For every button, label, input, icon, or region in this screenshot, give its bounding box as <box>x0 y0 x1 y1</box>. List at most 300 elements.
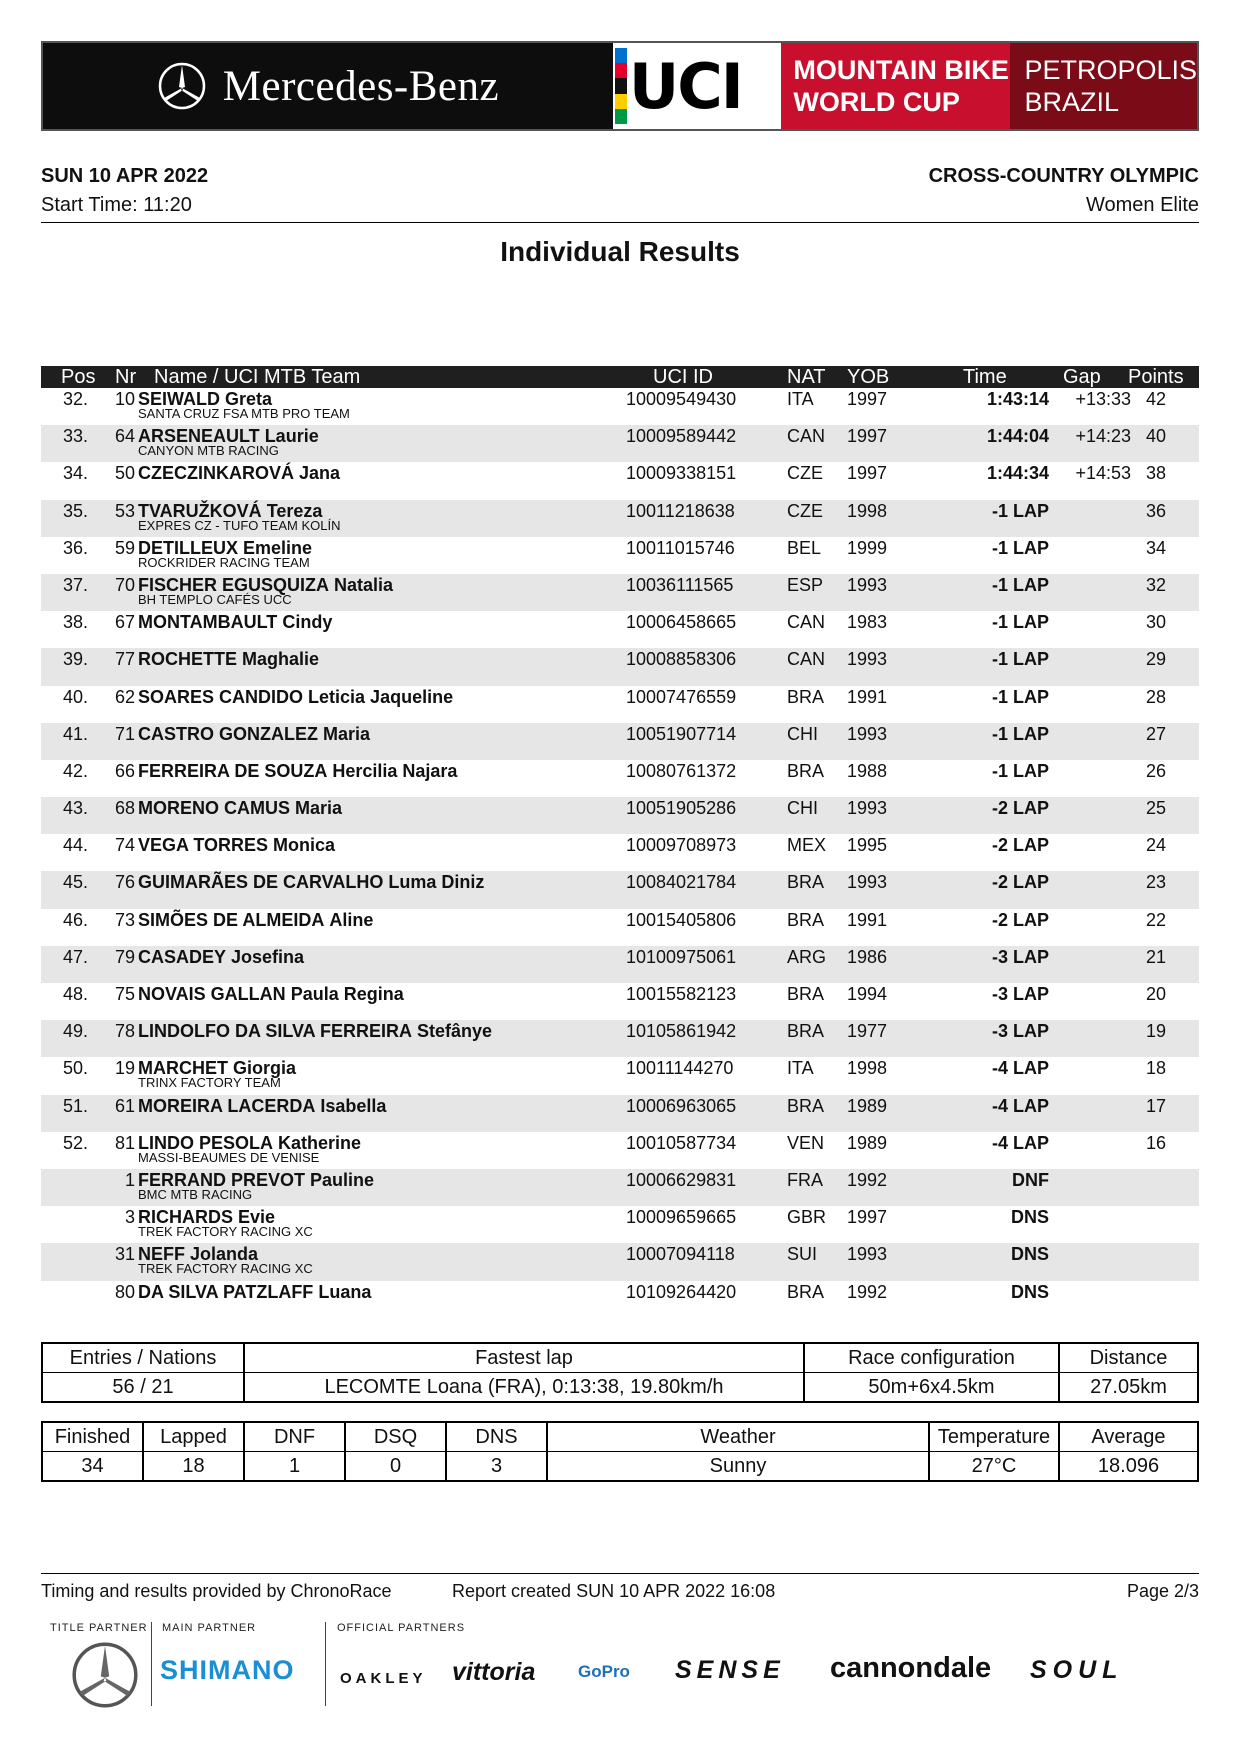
cell-pos: 37. <box>62 574 88 595</box>
last-name: ROCHETTE <box>138 649 237 670</box>
last-name: RICHARDS <box>138 1207 234 1228</box>
cell-uci-id: 10009589442 <box>626 426 737 447</box>
cell-nr: 61 <box>114 1095 135 1116</box>
cell-uci-id: 10009338151 <box>626 463 737 484</box>
cell-team: TREK FACTORY RACING XC <box>138 1261 313 1277</box>
cell-nat: BRA <box>787 872 825 893</box>
table-row <box>41 797 1199 834</box>
cell-uci-id: 10010587734 <box>626 1132 737 1153</box>
cell-time: -1 LAP <box>991 500 1049 521</box>
table-row <box>41 686 1199 723</box>
cell-nr: 71 <box>114 723 135 744</box>
first-name: Luma Diniz <box>388 872 485 893</box>
title-partner-label: TITLE PARTNER <box>50 1622 148 1634</box>
table-row <box>41 425 1199 462</box>
col-name: Name / UCI MTB Team <box>154 366 361 388</box>
cell-time: DNF <box>1012 1169 1049 1190</box>
uci-rainbow-stripes <box>615 48 627 124</box>
cell-pos: 50. <box>62 1058 88 1079</box>
last-name: TVARUŽKOVÁ <box>138 500 262 521</box>
cell-time: 1:43:14 <box>986 389 1049 409</box>
location-line-1: PETROPOLIS <box>1024 55 1198 85</box>
table-row <box>41 1020 1199 1057</box>
cell-pos: 38. <box>62 612 88 633</box>
cell-team: ROCKRIDER RACING TEAM <box>138 554 310 570</box>
cell-team: TRINX FACTORY TEAM <box>138 1075 281 1091</box>
cell-nr: 67 <box>114 612 135 633</box>
cell-yob: 1998 <box>847 500 888 521</box>
cell-name <box>138 462 340 484</box>
results-table-body <box>41 388 1199 1318</box>
entries-nations-value: 56 / 21 <box>42 1373 244 1403</box>
cell-name <box>138 686 453 708</box>
mercedes-star-icon <box>157 61 207 111</box>
cell-yob: 1988 <box>847 760 888 781</box>
cell-name <box>138 1095 386 1117</box>
cell-yob: 1997 <box>847 1207 888 1228</box>
cell-name <box>138 760 457 782</box>
cell-time: -4 LAP <box>991 1095 1049 1116</box>
last-name: SOARES CANDIDO <box>138 686 304 707</box>
table-row <box>41 983 1199 1020</box>
last-name: LINDO PESOLA <box>138 1132 274 1153</box>
cell-yob: 1992 <box>847 1169 888 1190</box>
table-row <box>41 648 1199 685</box>
table-row <box>41 611 1199 648</box>
cell-time: 1:44:04 <box>986 426 1049 447</box>
col-pos: Pos <box>61 366 96 388</box>
cell-name <box>138 871 484 893</box>
cell-pos: 51. <box>62 1095 88 1116</box>
col-points: Points <box>1128 366 1184 388</box>
cell-yob: 1977 <box>847 1021 888 1042</box>
event-line-2: WORLD CUP <box>793 87 960 117</box>
cell-nat: CZE <box>787 463 823 484</box>
table-row <box>41 1169 1199 1206</box>
cell-time: DNS <box>1010 1207 1049 1228</box>
cell-points: 21 <box>1145 946 1166 967</box>
last-name: LINDOLFO DA SILVA FERREIRA <box>138 1021 412 1042</box>
cell-yob: 1997 <box>847 463 888 484</box>
cell-uci-id: 10009708973 <box>626 835 737 856</box>
last-name: DETILLEUX <box>138 537 239 558</box>
table-row <box>41 500 1199 537</box>
cell-uci-id: 10105861942 <box>626 1021 737 1042</box>
results-table-header <box>41 366 1199 388</box>
cell-yob: 1993 <box>847 872 888 893</box>
first-name: Isabella <box>320 1095 387 1116</box>
cell-time: DNS <box>1010 1244 1049 1265</box>
cell-nat: BRA <box>787 1281 825 1302</box>
cell-time: -2 LAP <box>991 798 1049 819</box>
cell-nr: 81 <box>114 1132 135 1153</box>
entries-nations-header: Entries / Nations <box>42 1343 244 1373</box>
finished-value: 34 <box>42 1452 143 1482</box>
first-name: Emeline <box>243 537 313 558</box>
cell-nr: 79 <box>114 946 135 967</box>
last-name: ARSENEAULT <box>138 426 260 447</box>
col-time: Time <box>963 366 1007 388</box>
first-name: Natalia <box>334 574 394 595</box>
soul-logo: SOUL <box>1030 1656 1124 1684</box>
timing-credit: Timing and results provided by ChronoRace <box>41 1581 392 1601</box>
cell-points: 32 <box>1145 574 1166 595</box>
table-row <box>41 537 1199 574</box>
cell-uci-id: 10009659665 <box>626 1207 737 1228</box>
cell-pos: 36. <box>62 537 88 558</box>
cell-time: 1:44:34 <box>986 463 1049 484</box>
cell-pos: 35. <box>62 500 88 521</box>
cell-points: 42 <box>1145 389 1166 409</box>
cell-nr: 62 <box>114 686 135 707</box>
cell-team: MASSI-BEAUMES DE VENISE <box>138 1149 320 1165</box>
cell-points: 27 <box>1145 723 1166 744</box>
cell-yob: 1999 <box>847 537 888 558</box>
cell-time: -3 LAP <box>991 946 1049 967</box>
cell-points: 36 <box>1145 500 1166 521</box>
lapped-value: 18 <box>143 1452 244 1482</box>
finished-header: Finished <box>42 1422 143 1452</box>
cell-yob: 1994 <box>847 984 888 1004</box>
cell-nr: 10 <box>114 389 135 409</box>
cell-time: -1 LAP <box>991 574 1049 595</box>
race-summary-table <box>41 1342 1199 1403</box>
table-row <box>41 1132 1199 1169</box>
cell-nat: BRA <box>787 1021 825 1042</box>
cell-nat: CAN <box>787 649 826 670</box>
cell-time: -1 LAP <box>991 686 1049 707</box>
cell-pos: 40. <box>62 686 88 707</box>
cell-uci-id: 10007476559 <box>626 686 737 707</box>
cell-name <box>138 1020 492 1042</box>
event-line-1: MOUNTAIN BIKE <box>793 55 1009 85</box>
average-header: Average <box>1059 1422 1198 1452</box>
cell-uci-id: 10015405806 <box>626 909 737 930</box>
cell-pos: 33. <box>62 426 88 447</box>
cell-pos: 34. <box>62 463 88 484</box>
col-uci-id: UCI ID <box>653 366 713 388</box>
first-name: Maria <box>323 723 371 744</box>
cell-time: -1 LAP <box>991 612 1049 633</box>
fastest-lap-header: Fastest lap <box>244 1343 804 1373</box>
title-partner-block <box>43 43 613 129</box>
first-name: Cindy <box>282 612 333 633</box>
cell-team: EXPRES CZ - TUFO TEAM KOLÍN <box>138 517 341 533</box>
cell-uci-id: 10009549430 <box>626 389 737 409</box>
cell-nat: BRA <box>787 760 825 781</box>
cell-nr: 53 <box>114 500 135 521</box>
first-name: Hercilia Najara <box>332 760 458 781</box>
cell-yob: 1993 <box>847 723 888 744</box>
cell-name <box>138 797 342 819</box>
vittoria-logo: vittoria <box>452 1658 536 1686</box>
page-number: Page 2/3 <box>1126 1581 1199 1601</box>
race-configuration-header: Race configuration <box>804 1343 1059 1373</box>
last-name: SIMÕES DE ALMEIDA <box>138 909 325 930</box>
cell-nat: BRA <box>787 984 825 1004</box>
last-name: NEFF <box>138 1244 185 1265</box>
cell-pos: 42. <box>62 760 88 781</box>
cell-nr: 1 <box>124 1169 135 1190</box>
last-name: SEIWALD <box>138 389 221 409</box>
cell-points: 16 <box>1145 1132 1166 1153</box>
cell-time: DNS <box>1010 1281 1049 1302</box>
cell-nr: 66 <box>114 760 135 781</box>
race-date: SUN 10 APR 2022 <box>41 165 209 187</box>
cell-nat: FRA <box>787 1169 823 1190</box>
cell-nat: CAN <box>787 426 826 447</box>
cell-pos: 45. <box>62 872 88 893</box>
cell-uci-id: 10015582123 <box>626 984 737 1004</box>
cell-points: 29 <box>1145 649 1166 670</box>
last-name: MOREIRA LACERDA <box>138 1095 316 1116</box>
last-name: MONTAMBAULT <box>138 612 278 633</box>
cell-name <box>138 1281 371 1303</box>
cell-points: 23 <box>1145 872 1166 893</box>
title-partner-name: Mercedes-Benz <box>222 62 500 110</box>
table-row <box>41 388 1199 425</box>
cell-points: 18 <box>1145 1058 1166 1079</box>
first-name: Evie <box>238 1207 276 1228</box>
first-name: Pauline <box>310 1169 375 1190</box>
cell-team: TREK FACTORY RACING XC <box>138 1224 313 1240</box>
cell-team: CANYON MTB RACING <box>138 443 279 459</box>
shimano-logo: SHIMANO <box>160 1655 295 1685</box>
cell-uci-id: 10007094118 <box>626 1244 735 1265</box>
cell-uci-id: 10084021784 <box>626 872 737 893</box>
mercedes-star-icon <box>70 1640 140 1710</box>
cell-time: -3 LAP <box>991 1021 1049 1042</box>
cell-nr: 19 <box>114 1058 135 1079</box>
cell-points: 19 <box>1145 1021 1166 1042</box>
dsq-header: DSQ <box>345 1422 446 1452</box>
cell-name <box>138 909 373 931</box>
cell-nat: MEX <box>787 835 827 856</box>
temperature-value: 27°C <box>929 1452 1059 1482</box>
event-name-block <box>781 43 1010 129</box>
cell-nat: ESP <box>787 574 824 595</box>
cell-nr: 80 <box>114 1281 135 1302</box>
cell-time: -1 LAP <box>991 649 1049 670</box>
sense-logo: SENSE <box>675 1656 785 1684</box>
main-partner-label: MAIN PARTNER <box>162 1622 257 1634</box>
partner-divider <box>151 1622 152 1706</box>
cell-time: -2 LAP <box>991 909 1049 930</box>
cell-uci-id: 10006629831 <box>626 1169 737 1190</box>
cell-nr: 70 <box>114 574 135 595</box>
cell-pos: 32. <box>62 389 88 409</box>
first-name: Paula Regina <box>290 984 404 1004</box>
cell-yob: 1997 <box>847 389 888 409</box>
cell-yob: 1989 <box>847 1132 888 1153</box>
cell-name <box>138 723 370 745</box>
cell-yob: 1993 <box>847 798 888 819</box>
table-row <box>41 723 1199 760</box>
cell-yob: 1993 <box>847 649 888 670</box>
last-name: GUIMARÃES DE CARVALHO <box>138 872 384 893</box>
dsq-value: 0 <box>345 1452 446 1482</box>
last-name: CZECZINKAROVÁ <box>138 463 294 484</box>
gopro-logo: GoPro <box>578 1662 630 1681</box>
first-name: Maria <box>295 798 343 819</box>
cell-nr: 31 <box>114 1244 135 1265</box>
uci-logo <box>613 43 782 129</box>
col-yob: YOB <box>847 366 890 388</box>
cell-nr: 68 <box>114 798 135 819</box>
cell-yob: 1998 <box>847 1058 888 1079</box>
table-row <box>41 1281 1199 1318</box>
partner-divider <box>325 1622 326 1706</box>
event-banner <box>41 41 1199 131</box>
cell-uci-id: 10008858306 <box>626 649 737 670</box>
average-value: 18.096 <box>1059 1452 1198 1482</box>
cell-points: 38 <box>1145 463 1166 484</box>
cell-uci-id: 10011015746 <box>626 537 735 558</box>
cell-time: -1 LAP <box>991 537 1049 558</box>
lapped-header: Lapped <box>143 1422 244 1452</box>
cell-nat: BRA <box>787 686 825 707</box>
cell-yob: 1991 <box>847 686 888 707</box>
cell-nr: 78 <box>114 1021 135 1042</box>
cell-yob: 1983 <box>847 612 888 633</box>
cell-pos: 39. <box>62 649 88 670</box>
race-configuration-value: 50m+6x4.5km <box>804 1373 1059 1403</box>
cell-uci-id: 10100975061 <box>626 946 737 967</box>
start-time: Start Time: 11:20 <box>41 194 192 216</box>
last-name: MORENO CAMUS <box>138 798 290 819</box>
cell-nat: ITA <box>787 1058 814 1079</box>
cell-name <box>138 946 304 968</box>
first-name: Greta <box>225 389 273 409</box>
cell-points: 34 <box>1145 537 1166 558</box>
table-row <box>41 871 1199 908</box>
cell-gap: +14:23 <box>1075 426 1131 447</box>
cell-points: 30 <box>1145 612 1166 633</box>
temperature-header: Temperature <box>929 1422 1059 1452</box>
first-name: Jana <box>299 463 341 484</box>
first-name: Tereza <box>266 500 323 521</box>
cell-time: -3 LAP <box>991 984 1049 1004</box>
cell-time: -1 LAP <box>991 760 1049 781</box>
cell-uci-id: 10036111565 <box>626 574 734 595</box>
table-row <box>41 462 1199 499</box>
cell-yob: 1997 <box>847 426 888 447</box>
cell-time: -4 LAP <box>991 1058 1049 1079</box>
last-name: FERRAND PREVOT <box>138 1169 306 1190</box>
uci-wordmark: UCI <box>628 49 742 123</box>
page-title: Individual Results <box>500 236 740 267</box>
cell-team: BH TEMPLO CAFÉS UCC <box>138 591 292 607</box>
cell-pos: 49. <box>62 1021 88 1042</box>
col-gap: Gap <box>1063 366 1101 388</box>
last-name: NOVAIS GALLAN <box>138 984 286 1004</box>
cell-nat: BRA <box>787 909 825 930</box>
cell-yob: 1993 <box>847 1244 888 1265</box>
cell-pos: 47. <box>62 946 88 967</box>
cell-pos: 44. <box>62 835 88 856</box>
cell-time: -2 LAP <box>991 835 1049 856</box>
cell-pos: 46. <box>62 909 88 930</box>
first-name: Jolanda <box>190 1244 259 1265</box>
cell-nr: 75 <box>114 984 135 1004</box>
last-name: CASTRO GONZALEZ <box>138 723 318 744</box>
first-name: Stefânye <box>417 1021 493 1042</box>
table-row <box>41 834 1199 871</box>
dnf-value: 1 <box>244 1452 345 1482</box>
last-name: CASADEY <box>138 946 227 967</box>
col-nr: Nr <box>115 366 137 388</box>
race-stats-table <box>41 1421 1199 1482</box>
first-name: Leticia Jaqueline <box>308 686 454 707</box>
official-partners-label: OFFICIAL PARTNERS <box>337 1622 466 1634</box>
dnf-header: DNF <box>244 1422 345 1452</box>
cell-pos: 41. <box>62 723 88 744</box>
cell-points: 26 <box>1145 760 1166 781</box>
cell-uci-id: 10109264420 <box>626 1281 737 1302</box>
cell-nr: 50 <box>114 463 135 484</box>
table-row <box>41 1243 1199 1280</box>
distance-header: Distance <box>1059 1343 1198 1373</box>
dns-header: DNS <box>446 1422 547 1452</box>
cell-nat: ITA <box>787 389 814 409</box>
cell-uci-id: 10051907714 <box>626 723 737 744</box>
cell-yob: 1995 <box>847 835 888 856</box>
cell-points: 24 <box>1145 835 1166 856</box>
first-name: Josefina <box>231 946 305 967</box>
cell-uci-id: 10006458665 <box>626 612 737 633</box>
last-name: FISCHER EGUSQUIZA <box>138 574 330 595</box>
cell-nat: CHI <box>787 723 818 744</box>
cell-nat: CAN <box>787 612 826 633</box>
cell-yob: 1989 <box>847 1095 888 1116</box>
first-name: Katherine <box>278 1132 362 1153</box>
oakley-logo: OAKLEY <box>340 1670 427 1687</box>
location-block <box>1010 43 1197 129</box>
first-name: Luana <box>318 1281 372 1302</box>
table-row <box>41 946 1199 983</box>
cell-points: 17 <box>1145 1095 1166 1116</box>
cell-yob: 1991 <box>847 909 888 930</box>
cell-uci-id: 10006963065 <box>626 1095 737 1116</box>
fastest-lap-value: LECOMTE Loana (FRA), 0:13:38, 19.80km/h <box>244 1373 804 1403</box>
last-name: DA SILVA PATZLAFF <box>138 1281 314 1302</box>
cell-nat: VEN <box>787 1132 825 1153</box>
cell-points: 22 <box>1145 909 1166 930</box>
cell-team: SANTA CRUZ FSA MTB PRO TEAM <box>138 406 350 421</box>
cell-uci-id: 10080761372 <box>626 760 737 781</box>
cell-pos: 48. <box>62 984 88 1004</box>
cell-pos: 43. <box>62 798 88 819</box>
first-name: Laurie <box>264 426 319 447</box>
table-row <box>41 760 1199 797</box>
cell-points: 28 <box>1145 686 1166 707</box>
cell-gap: +14:53 <box>1075 463 1131 484</box>
last-name: MARCHET <box>138 1058 228 1079</box>
cell-gap: +13:33 <box>1075 389 1131 409</box>
cell-pos: 52. <box>62 1132 88 1153</box>
weather-header: Weather <box>547 1422 929 1452</box>
cell-yob: 1986 <box>847 946 888 967</box>
cell-nr: 3 <box>124 1207 135 1228</box>
cell-nat: BEL <box>787 537 822 558</box>
weather-value: Sunny <box>547 1452 929 1482</box>
cell-uci-id: 10011144270 <box>626 1058 734 1079</box>
last-name: FERREIRA DE SOUZA <box>138 760 328 781</box>
discipline: CROSS-COUNTRY OLYMPIC <box>928 165 1199 187</box>
cell-nat: BRA <box>787 1095 825 1116</box>
cell-name <box>138 834 335 856</box>
cell-nr: 64 <box>114 426 135 447</box>
